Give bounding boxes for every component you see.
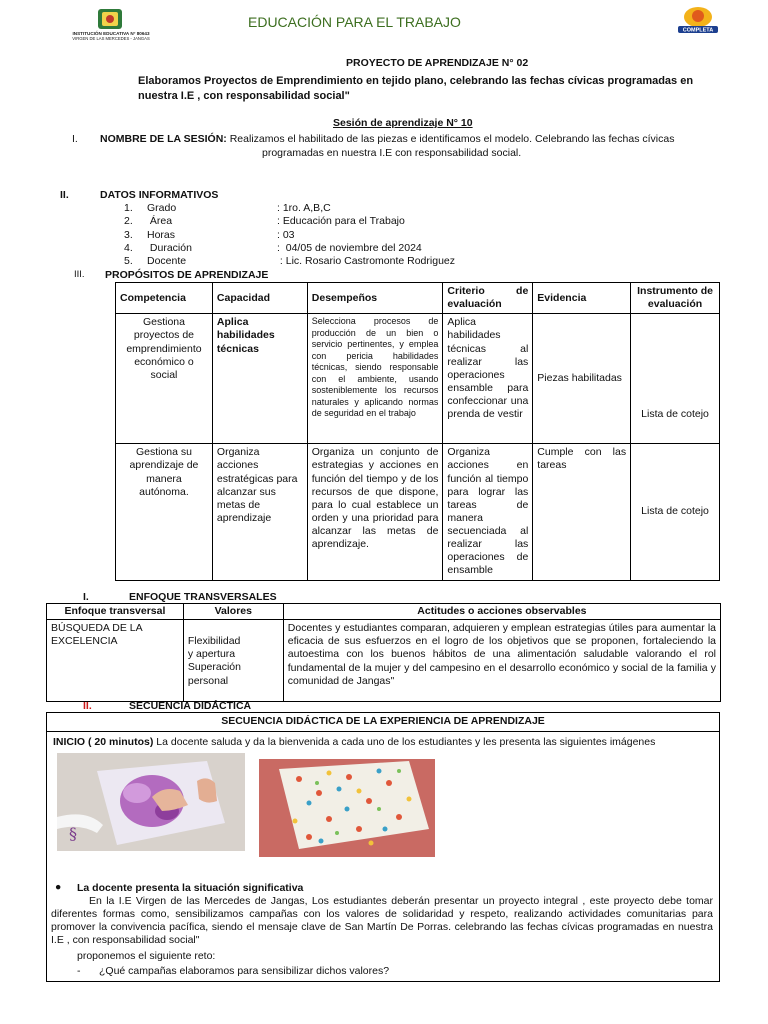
secuencia-numeral: II. bbox=[83, 700, 92, 712]
datos-item-label: Docente bbox=[147, 255, 187, 268]
svg-text:§: § bbox=[69, 824, 77, 843]
col-actitudes: Actitudes o acciones observables bbox=[283, 604, 720, 620]
datos-item-label: Duración bbox=[147, 241, 192, 254]
col-desempenos: Desempeños bbox=[307, 283, 443, 314]
reto-dash: - bbox=[77, 965, 81, 977]
project-title-line1: Elaboramos Proyectos de Emprendimiento en tejido plano, celebrando las fechas cívicas programadas en bbox=[138, 75, 694, 87]
cell-evidencia: Cumple con las tareas bbox=[533, 444, 631, 580]
cell-criterio: Aplica habilidades técnicas al realizar las operaciones ensamble para confeccionar una prenda de vestir bbox=[443, 314, 533, 444]
datos-heading: DATOS INFORMATIVOS bbox=[100, 189, 219, 201]
enfoque-heading: ENFOQUE TRANSVERSALES bbox=[129, 591, 277, 603]
datos-item-label: Área bbox=[147, 215, 173, 228]
datos-item-label: Horas bbox=[147, 228, 176, 241]
reto-line: proponemos el siguiente reto: bbox=[77, 950, 216, 962]
school-name-line2: VIRGEN DE LAS MERCEDES - JANGAS bbox=[72, 36, 150, 41]
propositos-numeral: III. bbox=[74, 269, 85, 280]
propositos-table bbox=[115, 282, 720, 581]
cell-capacidad: Aplica habilidades técnicas bbox=[212, 314, 307, 444]
sewing-photo-1 bbox=[57, 753, 245, 851]
page-title: EDUCACIÓN PARA EL TRABAJO bbox=[248, 14, 461, 30]
enfoque-header-row bbox=[47, 604, 721, 620]
col-valores: Valores bbox=[183, 604, 283, 620]
datos-item-value: : 04/05 de noviembre del 2024 bbox=[277, 241, 422, 254]
session-name-text1: Realizamos el habilitado de las piezas e identificamos el modelo. Celebrando las fechas cívicas bbox=[229, 133, 675, 145]
table-row bbox=[116, 444, 720, 580]
datos-item-number: 3. bbox=[124, 228, 133, 241]
cell-enfoque: BÚSQUEDA DE LA EXCELENCIA bbox=[47, 620, 184, 702]
datos-item-number: 5. bbox=[124, 255, 133, 268]
cell-evidencia: Piezas habilitadas bbox=[533, 314, 631, 444]
school-logo bbox=[68, 8, 154, 42]
secuencia-box-title: SECUENCIA DIDÁCTICA DE LA EXPERIENCIA DE APRENDIZAJE bbox=[47, 713, 719, 732]
valor-item: Superación bbox=[187, 661, 241, 674]
cell-competencia: Gestiona su aprendizaje de manera autónoma. bbox=[116, 444, 213, 580]
col-evidencia: Evidencia bbox=[533, 283, 631, 314]
cell-capacidad: Organiza acciones estratégicas para alcanzar sus metas de aprendizaje bbox=[212, 444, 307, 580]
datos-item-value: : 03 bbox=[277, 228, 295, 241]
secuencia-box bbox=[46, 712, 720, 982]
enfoque-table bbox=[46, 603, 721, 702]
bullet-icon: ● bbox=[55, 881, 62, 893]
col-capacidad: Capacidad bbox=[212, 283, 307, 314]
col-instrumento: Instrumento de evaluación bbox=[631, 283, 720, 314]
valor-item: Flexibilidad bbox=[187, 635, 241, 648]
valor-item: y apertura bbox=[187, 648, 236, 661]
datos-numeral: II. bbox=[60, 189, 69, 201]
inicio-label: INICIO ( 20 minutos) bbox=[53, 736, 154, 748]
session-name-label: NOMBRE DE LA SESIÓN: bbox=[100, 133, 227, 145]
cell-actitudes: Docentes y estudiantes comparan, adquieren y emplean estrategias útiles para aumentar la eficacia de sus esfuerzos en el logro de los objetivos que se proponen, fortaleciendo la autoestima con los buenos hábitos de una alimentación saludable valorando el rol fundamental de la mujer y del campesino en el desarrollo económico y social de la familia y comunidad de Jangas" bbox=[283, 620, 720, 702]
cell-criterio: Organiza acciones en función al tiempo para lograr las tareas de manera secuenciada al realizar las operaciones de ensamble bbox=[443, 444, 533, 580]
datos-item-value: : Educación para el Trabajo bbox=[277, 215, 405, 228]
col-competencia: Competencia bbox=[116, 283, 213, 314]
cell-desempenos: Selecciona procesos de producción de un bien o servicio pertinentes, y emplea con pericia habilidades técnicas, siendo responsable con el ambiente, usando sosteniblemente los recursos naturales y aplicando normas de seguridad en el trabajo bbox=[307, 314, 443, 444]
enfoque-numeral: I. bbox=[83, 591, 89, 603]
cell-desempenos: Organiza un conjunto de estrategias y acciones en función del tiempo y de los recursos de que dispone, para lo cual establece un orden y una prioridad para alcanzar las metas de aprendizaje. bbox=[307, 444, 443, 580]
session-number: Sesión de aprendizaje N° 10 bbox=[333, 117, 473, 129]
session-name bbox=[100, 133, 740, 146]
completa-logo-text: COMPLETA bbox=[682, 27, 714, 34]
propositos-heading: PROPÓSITOS DE APRENDIZAJE bbox=[105, 269, 269, 281]
col-enfoque: Enfoque transversal bbox=[47, 604, 184, 620]
secuencia-heading: SECUENCIA DIDÁCTICA bbox=[129, 700, 252, 712]
datos-item-number: 2. bbox=[124, 215, 133, 228]
sewing-photo-2 bbox=[259, 759, 435, 857]
bullet-heading: La docente presenta la situación significativa bbox=[77, 882, 304, 894]
situacion-text: En la I.E Virgen de las Mercedes de Jangas, Los estudiantes deberán presentar un proyecto integral , este proyecto debe tomar diferentes formas como, sensibilizamos campañas con los valores de solidaridad y respeto, realizando actividades comunitarias para promover la convivencia pacífica, siendo el mensaje clave de San Martín De Porras. celebrando las fechas cívicas programadas en nuestra I.E , con responsabilidad social" bbox=[51, 895, 713, 947]
datos-item-number: 4. bbox=[124, 241, 133, 254]
cell-instrumento: Lista de cotejo bbox=[631, 444, 720, 580]
datos-item-value: : 1ro. A,B,C bbox=[277, 202, 331, 214]
session-name-text2: programadas en nuestra I.E con responsabilidad social. bbox=[262, 147, 522, 159]
cell-instrumento: Lista de cotejo bbox=[631, 314, 720, 444]
datos-item-number: 1. bbox=[124, 202, 133, 214]
cell-competencia: Gestiona proyectos de emprendimiento económico o social bbox=[116, 314, 213, 444]
cell-valores bbox=[183, 620, 283, 702]
propositos-header-row bbox=[116, 283, 720, 314]
datos-item-label: Grado bbox=[147, 202, 177, 214]
datos-item-value: : Lic. Rosario Castromonte Rodriguez bbox=[277, 255, 455, 268]
table-row bbox=[47, 620, 721, 702]
inicio-line bbox=[47, 732, 719, 749]
table-row bbox=[116, 314, 720, 444]
col-criterio: Criterio de evaluación bbox=[443, 283, 533, 314]
valor-item: personal bbox=[187, 674, 229, 687]
session-numeral: I. bbox=[72, 133, 78, 145]
project-title-line2: nuestra I.E , con responsabilidad social" bbox=[138, 90, 350, 102]
inicio-text: La docente saluda y da la bienvenida a cada uno de los estudiantes y les presenta las siguientes imágenes bbox=[153, 736, 656, 748]
project-number: PROYECTO DE APRENDIZAJE N° 02 bbox=[346, 57, 529, 69]
school-name-line1: INSTITUCIÓN EDUCATIVA N° 80643 bbox=[72, 31, 150, 36]
reto-question: ¿Qué campañas elaboramos para sensibilizar dichos valores? bbox=[99, 965, 390, 977]
completa-logo bbox=[676, 6, 720, 36]
